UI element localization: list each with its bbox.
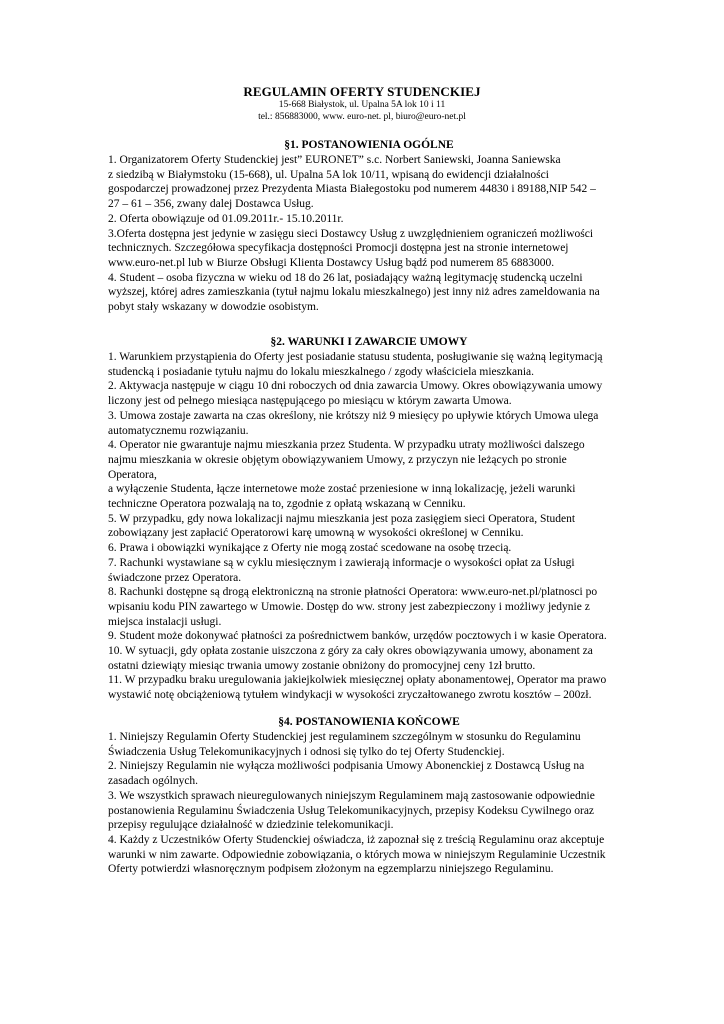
company-contact: tel.: 856883000, www. euro-net. pl, biuro@euro-net.pl xyxy=(258,112,466,122)
paragraph-line: gospodarczej prowadzonej przez Prezydenta Miasta Białegostoku pod numerem 44830 i 89188,NIP 542 – xyxy=(108,183,596,196)
paragraph-line: 11. W przypadku braku uregulowania jakiejkolwiek miesięcznej opłaty abonamentowej, Operator ma prawo xyxy=(108,674,607,687)
paragraph-line: ostatni dziewiąty miesiąc trwania umowy zostanie obniżony do promocyjnej ceny 1zł brutto. xyxy=(108,659,536,672)
paragraph-line: 4. Student – osoba fizyczna w wieku od 18 do 26 lat, posiadający ważną legitymację studencką uczelni xyxy=(108,271,583,284)
paragraph-line: 6. Prawa i obowiązki wynikające z Oferty nie mogą zostać scedowane na osobę trzecią. xyxy=(108,542,512,555)
document-header xyxy=(0,84,724,123)
paragraph-line: warunki w nim zawarte. Odpowiednie zobowiązania, o których mowa w niniejszym Regulaminie Uczestnik xyxy=(108,848,606,861)
paragraph-line: 2. Aktywacja następuje w ciągu 10 dni roboczych od dnia zawarcia Umowy. Okres obowiązywania umowy xyxy=(108,380,603,393)
paragraph-line: 4. Operator nie gwarantuje najmu mieszkania przez Studenta. W przypadku utraty możliwości dalszego xyxy=(108,439,585,452)
paragraph-line: technicznych. Szczegółowa specyfikacja dostępności Promocji dostępna jest na stronie internetowej xyxy=(108,242,569,255)
paragraph-line: zobowiązany jest zapłacić Operatorowi karę umowną w wysokości określonej w Cenniku. xyxy=(108,527,524,540)
paragraph-line: postanowienia Regulaminu Świadczenia Usług Telekomunikacyjnych, przepisy Kodeksu Cywilnego oraz xyxy=(108,804,595,817)
paragraph-line: 1. Organizatorem Oferty Studenckiej jest” EURONET” s.c. Norbert Saniewski, Joanna Saniewska xyxy=(108,154,561,166)
paragraph-line: 7. Rachunki wystawiane są w cyklu miesięcznym i zawierają informacje o wysokości opłat za Usługi xyxy=(108,556,575,569)
paragraph-line: 3. Umowa zostaje zawarta na czas określony, nie krótszy niż 9 miesięcy po upływie których Umowa ulega xyxy=(108,409,599,422)
section-conditions-and-contract xyxy=(108,335,630,703)
paragraph-line: wystawić notę obciążeniową tytułem windykacji w wysokości zryczałtowanego zwrotu kosztów – 200zł. xyxy=(108,689,592,702)
paragraph-line: studencką i posiadanie tytułu najmu do lokalu mieszkalnego / zgody właściciela mieszkania. xyxy=(108,365,535,378)
paragraph-line: automatycznemu rozwiązaniu. xyxy=(108,424,249,437)
paragraph-line: 2. Niniejszy Regulamin nie wyłącza możliwości podpisania Umowy Abonenckiej z Dostawcą Usług na xyxy=(108,760,585,773)
section-final-provisions xyxy=(108,715,630,877)
paragraph-line: najmu mieszkania w okresie objętym obowiązywaniem Umowy, z przyczyn nie leżących po stronie xyxy=(108,453,567,466)
section-heading: §1. POSTANOWIENIA OGÓLNE xyxy=(284,139,454,151)
section-heading: §2. WARUNKI I ZAWARCIE UMOWY xyxy=(270,336,468,348)
paragraph-line: świadczone przez Operatora. xyxy=(108,571,242,584)
paragraph-line: 27 – 61 – 356, zwany dalej Dostawca Usług. xyxy=(108,198,314,211)
paragraph-line: Świadczenia Usług Telekomunikacyjnych i odnosi się tylko do tej Oferty Studenckiej. xyxy=(108,745,505,758)
paragraph-line: liczony jest od pełnego miesiąca następującego po miesiącu w którym zawarta Umowa. xyxy=(108,395,512,408)
paragraph-line: www.euro-net.pl lub w Biurze Obsługi Klienta Dostawcy Usług bądź pod numerem 85 6883000. xyxy=(108,256,555,269)
paragraph-line: 8. Rachunki dostępne są drogą elektroniczną na stronie płatności Operatora: www.euro-net.pl/platnosci po xyxy=(108,586,598,599)
company-address: 15-668 Białystok, ul. Upalna 5A lok 10 i 11 xyxy=(278,100,446,110)
paragraph-line: Oferty potwierdzi własnoręcznym podpisem złożonym na egzemplarzu niniejszego Regulaminu. xyxy=(108,863,554,876)
document-title: REGULAMIN OFERTY STUDENCKIEJ xyxy=(243,84,481,99)
section-general-provisions xyxy=(108,138,630,315)
paragraph-line: z siedzibą w Białymstoku (15-668), ul. Upalna 5A lok 10/11, wpisaną do ewidencji działalności xyxy=(108,168,549,181)
paragraph-line: 10. W sytuacji, gdy opłata zostanie uiszczona z góry za cały okres obowiązywania umowy, abonament za xyxy=(108,645,593,658)
paragraph-line: a wyłączenie Studenta, łącze internetowe może zostać przeniesione w inną lokalizację, jeżeli warunki xyxy=(108,483,576,496)
paragraph-line: 4. Każdy z Uczestników Oferty Studenckiej oświadcza, iż zapoznał się z treścią Regulaminu oraz akceptuje xyxy=(108,833,605,846)
paragraph-line: pobyt stały wskazany w dowodzie osobistym. xyxy=(108,301,319,314)
paragraph-line: wyższej, której adres zamieszkania (tytuł najmu lokalu mieszkalnego) jest inny niż adres zameldowania na xyxy=(108,286,600,299)
paragraph-line: 3.Oferta dostępna jest jedynie w zasięgu sieci Dostawcy Usług z uwzględnieniem ograniczeń możliwości xyxy=(108,227,594,240)
paragraph-line: przepisy regulujące działalność w dziedzinie telekomunikacji. xyxy=(108,819,394,832)
paragraph-line: Operatora, xyxy=(108,468,157,481)
paragraph-line: 9. Student może dokonywać płatności za pośrednictwem banków, urzędów pocztowych i w kasie Operatora. xyxy=(108,630,607,643)
paragraph-line: 5. W przypadku, gdy nowa lokalizacji najmu mieszkania jest poza zasięgiem sieci Operatora, Student xyxy=(108,512,576,525)
paragraph-line: 2. Oferta obowiązuje od 01.09.2011r.- 15.10.2011r. xyxy=(108,212,344,225)
section-heading: §4. POSTANOWIENIA KOŃCOWE xyxy=(278,716,460,728)
paragraph-line: miejsca instalacji usługi. xyxy=(108,615,222,628)
paragraph-line: 1. Niniejszy Regulamin Oferty Studenckiej jest regulaminem szczególnym w stosunku do Regulaminu xyxy=(108,731,581,743)
paragraph-line: wpisaniu kodu PIN zawartego w Umowie. Dostęp do ww. strony jest zabezpieczony i możliwy jedynie z xyxy=(108,600,590,613)
paragraph-line: 1. Warunkiem przystąpienia do Oferty jest posiadanie statusu studenta, posługiwanie się ważną legitymacją xyxy=(108,351,603,363)
paragraph-line: 3. We wszystkich sprawach nieuregulowanych niniejszym Regulaminem mają zastosowanie odpowiednie xyxy=(108,789,595,802)
paragraph-line: techniczne Operatora pozwalają na to, zgodnie z opłatą wskazaną w Cenniku. xyxy=(108,498,466,511)
paragraph-line: zasadach ogólnych. xyxy=(108,775,199,788)
